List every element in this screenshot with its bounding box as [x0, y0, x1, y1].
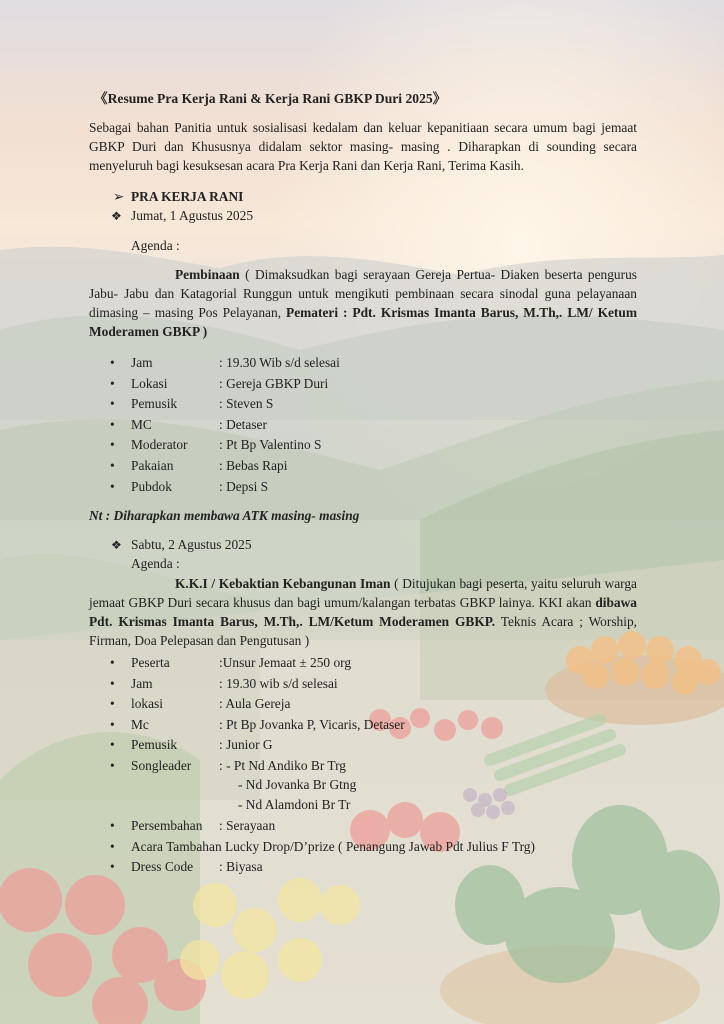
day1-date: Jumat, 1 Agustus 2025: [131, 208, 254, 223]
list-item: [110, 477, 340, 498]
arrow-bullet-icon: ➢: [113, 189, 125, 204]
intro-paragraph: Sebagai bahan Panitia untuk sosialisasi kedalam dan keluar kepanitiaan secara umum bagi jemaat GBKP Duri dan Khususnya didalam sektor masing- masing . Diharapkan di sounding secara menyeluruh bagi kesuksesan acara Pra Kerja Rani dan Kerja Rani, Terima Kasih.: [89, 120, 637, 173]
songleader-extra-1: - Nd Jovanka Br Gtng: [238, 777, 357, 792]
list-item-label: lokasi: [131, 696, 163, 712]
list-item-value: :Unsur Jemaat ± 250 org: [219, 655, 352, 670]
list-item-label: Pubdok: [131, 478, 172, 494]
list-item-label: Peserta: [131, 655, 170, 670]
songleader-extra-2: - Nd Alamdoni Br Tr: [238, 797, 351, 812]
list-item: [110, 756, 405, 777]
bullet-icon: •: [110, 818, 115, 833]
bullet-icon: •: [110, 675, 115, 691]
day1-desc-bold1: Pembinaan: [175, 267, 240, 282]
list-item-value: : Junior G: [219, 737, 273, 753]
bullet-icon: •: [110, 716, 115, 732]
list-item: [110, 394, 340, 415]
bullet-icon: •: [110, 737, 115, 753]
list-item-value: : Detaser: [219, 416, 267, 432]
day2-date: Sabtu, 2 Agustus 2025: [131, 537, 252, 552]
list-item-label: Jam: [131, 675, 153, 691]
list-item-label: Pakaian: [131, 457, 174, 473]
list-item: [110, 694, 405, 715]
day1-desc-text: ( Dimaksudkan bagi serayaan Gereja Pertua- Diaken beserta pengurus Jabu- Jabu dan Katagorial Runggun untuk mengikuti pembinaan secara sinodal guna pelayanaan dimasing – masing Pos Pelayanan,: [89, 267, 637, 320]
list-item-value: : - Pt Nd Andiko Br Trg: [219, 757, 347, 773]
section-heading-label: PRA KERJA RANI: [131, 189, 244, 204]
document-title: 《Resume Pra Kerja Rani & Kerja Rani GBKP Duri 2025》: [94, 91, 447, 106]
day1-description: [89, 265, 637, 341]
day1-desc-bold2: Pemateri : Pdt. Krismas Imanta Barus, M.Th,. LM/ Ketum Moderamen GBKP ): [89, 305, 637, 339]
list-item-value: : 19.30 Wib s/d selesai: [219, 355, 340, 370]
list-item: [110, 674, 405, 695]
list-item-value: : Pt Bp Jovanka P, Vicaris, Detaser: [219, 716, 405, 732]
day2-detail-list-2: [110, 816, 535, 878]
list-item-value: Acara Tambahan Lucky Drop/D’prize ( Penangung Jawab Pdt Julius F Trg): [131, 838, 535, 854]
bullet-icon: •: [110, 478, 115, 494]
list-item-label: Pemusik: [131, 737, 178, 753]
bullet-icon: •: [110, 838, 115, 854]
list-item-label: Moderator: [131, 437, 188, 453]
list-item-label: Jam: [131, 355, 153, 370]
list-item-label: Persembahan: [131, 818, 203, 833]
day1-agenda-label: Agenda :: [131, 238, 180, 253]
list-item-label: Mc: [131, 716, 149, 732]
day2-desc-bold2: dibawa Pdt. Krismas Imanta Barus, M.Th,. LM/Ketum Moderamen GBKP.: [89, 595, 637, 629]
list-item-label: Lokasi: [131, 375, 168, 391]
list-item: [110, 653, 405, 674]
list-item-label: Songleader: [131, 757, 192, 773]
diamond-bullet-icon: ❖: [111, 209, 122, 223]
section-heading: [113, 187, 243, 206]
day2-detail-list: [110, 653, 405, 777]
bullet-icon: •: [110, 859, 115, 875]
bullet-icon: •: [110, 437, 115, 453]
day1-date-line: [111, 206, 253, 226]
day1-detail-list: [110, 353, 340, 497]
list-item-label: MC: [131, 416, 152, 432]
list-item-label: Pemusik: [131, 396, 178, 412]
list-item: [110, 374, 340, 395]
bullet-icon: •: [110, 457, 115, 473]
list-item: [110, 837, 535, 858]
bullet-icon: •: [110, 416, 115, 432]
list-item: [110, 415, 340, 436]
day2-desc-bold1: K.K.I / Kebaktian Kebangunan Iman: [175, 576, 391, 591]
list-item-value: : Gereja GBKP Duri: [219, 375, 329, 391]
list-item-value: : Bebas Rapi: [219, 457, 288, 473]
list-item-label: Dress Code: [131, 859, 194, 875]
list-item: [110, 735, 405, 756]
day1-note: Nt : Diharapkan membawa ATK masing- masing: [89, 508, 360, 523]
list-item-value: : Steven S: [219, 396, 274, 412]
list-item-value: : 19.30 wib s/d selesai: [219, 675, 338, 691]
bullet-icon: •: [110, 655, 115, 670]
day2-desc-text1: ( Ditujukan bagi peserta, yaitu seluruh warga jemaat GBKP Duri secara khusus dan bagi umum/kalangan terbatas GBKP lainya. KKI akan: [89, 576, 637, 610]
list-item: [110, 456, 340, 477]
diamond-bullet-icon: ❖: [111, 538, 122, 552]
list-item: [110, 715, 405, 736]
day2-agenda-label: Agenda :: [131, 556, 180, 571]
bullet-icon: •: [110, 696, 115, 712]
day2-description: [89, 574, 637, 650]
bullet-icon: •: [110, 396, 115, 412]
list-item-value: : Pt Bp Valentino S: [219, 437, 322, 453]
day2-date-line: [111, 535, 252, 555]
list-item: [110, 353, 340, 374]
bullet-icon: •: [110, 355, 115, 370]
day2-desc-text2: Teknis Acara ; Worship, Firman, Doa Pelepasan dan Pengutusan ): [89, 614, 637, 648]
bullet-icon: •: [110, 375, 115, 391]
list-item-value: : Biyasa: [219, 859, 263, 875]
list-item-value: : Depsi S: [219, 478, 269, 494]
list-item-value: : Serayaan: [219, 818, 276, 833]
list-item-value: : Aula Gereja: [219, 696, 291, 712]
bullet-icon: •: [110, 757, 115, 773]
list-item: [110, 816, 535, 837]
list-item: [110, 857, 535, 878]
list-item: [110, 435, 340, 456]
